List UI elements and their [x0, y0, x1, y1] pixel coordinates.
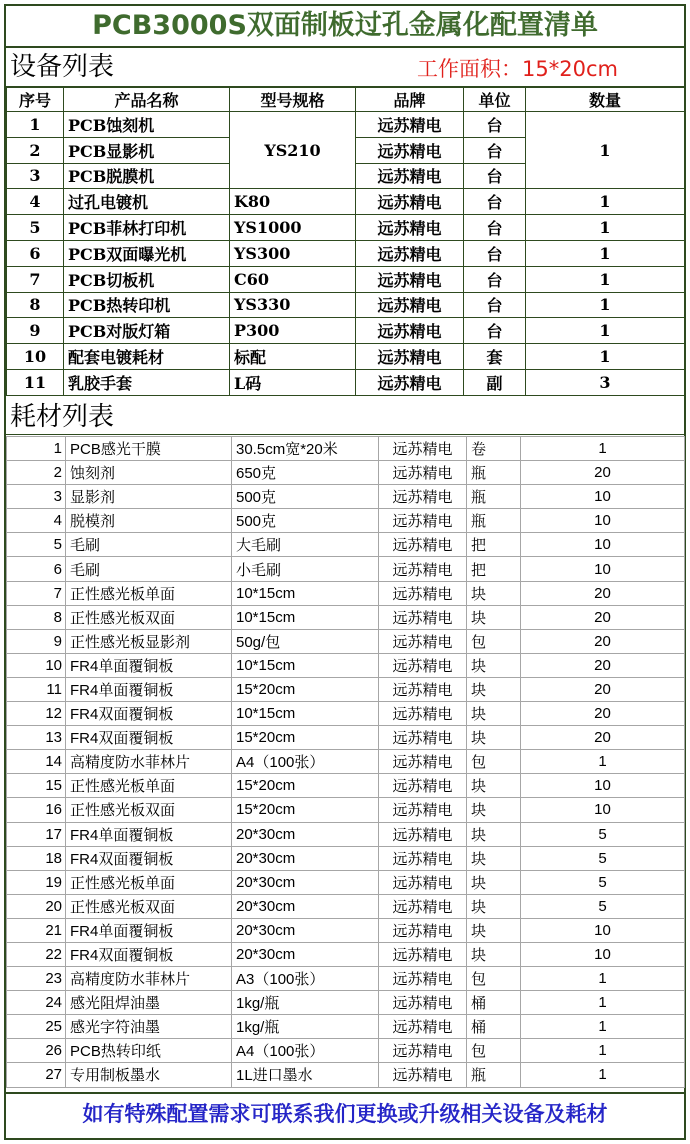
- product-name: PCB双面曝光机: [64, 240, 230, 266]
- table-row: [7, 702, 685, 726]
- unit: 包: [467, 967, 521, 991]
- brand: 远苏精电: [379, 1063, 467, 1087]
- quantity: 10: [521, 798, 685, 822]
- brand: 远苏精电: [379, 1015, 467, 1039]
- quantity: 1: [526, 266, 685, 292]
- unit: 块: [467, 918, 521, 942]
- quantity: 20: [521, 653, 685, 677]
- table-row: [7, 1063, 685, 1087]
- spec: A4（100张）: [232, 750, 379, 774]
- spec: 20*30cm: [232, 846, 379, 870]
- brand: 远苏精电: [356, 189, 464, 215]
- row-number: 27: [7, 1063, 66, 1087]
- brand: 远苏精电: [379, 605, 467, 629]
- quantity: 1: [521, 1015, 685, 1039]
- row-number: 22: [7, 942, 66, 966]
- unit: 桶: [467, 1015, 521, 1039]
- brand: 远苏精电: [379, 677, 467, 701]
- brand: 远苏精电: [379, 557, 467, 581]
- row-number: 5: [7, 215, 64, 241]
- equipment-header-row: [7, 88, 685, 112]
- quantity: 10: [521, 509, 685, 533]
- row-number: 25: [7, 1015, 66, 1039]
- quantity: 10: [521, 533, 685, 557]
- work-area-note: 工作面积：15*20cm: [417, 57, 618, 81]
- row-number: 2: [7, 461, 66, 485]
- consumable-name: 正性感光板单面: [66, 581, 232, 605]
- table-row: [7, 967, 685, 991]
- unit: 台: [464, 112, 526, 138]
- consumable-name: 正性感光板单面: [66, 870, 232, 894]
- brand: 远苏精电: [356, 137, 464, 163]
- quantity: 1: [526, 215, 685, 241]
- unit: 块: [467, 822, 521, 846]
- row-number: 7: [7, 581, 66, 605]
- quantity: 1: [526, 112, 685, 189]
- consumable-name: 正性感光板单面: [66, 774, 232, 798]
- row-number: 26: [7, 1039, 66, 1063]
- row-number: 19: [7, 870, 66, 894]
- row-number: 8: [7, 292, 64, 318]
- table-row: [7, 894, 685, 918]
- consumable-name: 高精度防水菲林片: [66, 967, 232, 991]
- consumable-name: PCB热转印纸: [66, 1039, 232, 1063]
- table-row: [7, 774, 685, 798]
- unit: 台: [464, 215, 526, 241]
- brand: 远苏精电: [379, 533, 467, 557]
- brand: 远苏精电: [379, 870, 467, 894]
- product-name: PCB菲林打印机: [64, 215, 230, 241]
- table-row: [7, 344, 685, 370]
- model-spec: YS330: [230, 292, 356, 318]
- brand: 远苏精电: [356, 344, 464, 370]
- brand: 远苏精电: [379, 942, 467, 966]
- row-number: 10: [7, 653, 66, 677]
- brand: 远苏精电: [379, 726, 467, 750]
- brand: 远苏精电: [379, 750, 467, 774]
- model-spec: C60: [230, 266, 356, 292]
- unit: 台: [464, 292, 526, 318]
- consumable-name: FR4双面覆铜板: [66, 726, 232, 750]
- row-number: 1: [7, 112, 64, 138]
- table-row: [7, 437, 685, 461]
- row-number: 6: [7, 240, 64, 266]
- row-number: 11: [7, 677, 66, 701]
- brand: 远苏精电: [379, 918, 467, 942]
- unit: 副: [464, 369, 526, 395]
- table-row: [7, 991, 685, 1015]
- footer-note: 如有特殊配置需求可联系我们更换或升级相关设备及耗材: [6, 1092, 684, 1138]
- spec: 大毛刷: [232, 533, 379, 557]
- brand: 远苏精电: [356, 266, 464, 292]
- quantity: 1: [521, 1039, 685, 1063]
- unit: 包: [467, 750, 521, 774]
- unit: 块: [467, 605, 521, 629]
- equipment-table: [6, 87, 685, 396]
- table-row: [7, 822, 685, 846]
- model-spec: YS300: [230, 240, 356, 266]
- table-row: [7, 557, 685, 581]
- quantity: 20: [521, 461, 685, 485]
- page-title: PCB3000S双面制板过孔金属化配置清单: [6, 6, 684, 48]
- quantity: 5: [521, 846, 685, 870]
- table-row: [7, 918, 685, 942]
- row-number: 9: [7, 629, 66, 653]
- unit: 块: [467, 798, 521, 822]
- consumable-name: FR4单面覆铜板: [66, 918, 232, 942]
- spec: 20*30cm: [232, 942, 379, 966]
- quantity: 10: [521, 942, 685, 966]
- table-row: [7, 240, 685, 266]
- spec: 50g/包: [232, 629, 379, 653]
- row-number: 11: [7, 369, 64, 395]
- table-row: [7, 798, 685, 822]
- row-number: 4: [7, 509, 66, 533]
- spec: 15*20cm: [232, 726, 379, 750]
- product-name: 过孔电镀机: [64, 189, 230, 215]
- row-number: 10: [7, 344, 64, 370]
- brand: 远苏精电: [379, 461, 467, 485]
- table-row: [7, 846, 685, 870]
- quantity: 1: [521, 750, 685, 774]
- brand: 远苏精电: [356, 112, 464, 138]
- row-number: 7: [7, 266, 64, 292]
- unit: 块: [467, 702, 521, 726]
- unit: 包: [467, 1039, 521, 1063]
- product-name: PCB热转印机: [64, 292, 230, 318]
- quantity: 1: [526, 189, 685, 215]
- unit: 台: [464, 137, 526, 163]
- consumable-name: 专用制板墨水: [66, 1063, 232, 1087]
- row-number: 18: [7, 846, 66, 870]
- spec: 20*30cm: [232, 918, 379, 942]
- spec: 30.5cm宽*20米: [232, 437, 379, 461]
- column-header: 数量: [526, 88, 685, 112]
- quantity: 3: [526, 369, 685, 395]
- spec: 15*20cm: [232, 677, 379, 701]
- spec: 15*20cm: [232, 774, 379, 798]
- row-number: 2: [7, 137, 64, 163]
- consumable-name: 毛刷: [66, 557, 232, 581]
- unit: 块: [467, 846, 521, 870]
- unit: 块: [467, 726, 521, 750]
- quantity: 10: [521, 918, 685, 942]
- unit: 块: [467, 870, 521, 894]
- brand: 远苏精电: [379, 846, 467, 870]
- unit: 套: [464, 344, 526, 370]
- table-row: [7, 942, 685, 966]
- table-row: [7, 369, 685, 395]
- unit: 卷: [467, 437, 521, 461]
- quantity: 10: [521, 774, 685, 798]
- row-number: 23: [7, 967, 66, 991]
- unit: 瓶: [467, 461, 521, 485]
- consumable-name: 蚀刻剂: [66, 461, 232, 485]
- consumable-name: 高精度防水菲林片: [66, 750, 232, 774]
- quantity: 1: [521, 437, 685, 461]
- row-number: 3: [7, 485, 66, 509]
- quantity: 1: [526, 240, 685, 266]
- brand: 远苏精电: [379, 967, 467, 991]
- quantity: 20: [521, 629, 685, 653]
- unit: 台: [464, 318, 526, 344]
- consumable-name: 正性感光板双面: [66, 605, 232, 629]
- brand: 远苏精电: [379, 798, 467, 822]
- unit: 块: [467, 774, 521, 798]
- row-number: 12: [7, 702, 66, 726]
- table-row: [7, 112, 685, 138]
- consumable-name: PCB感光干膜: [66, 437, 232, 461]
- table-row: [7, 461, 685, 485]
- row-number: 8: [7, 605, 66, 629]
- brand: 远苏精电: [379, 653, 467, 677]
- product-name: 乳胶手套: [64, 369, 230, 395]
- equipment-section-header: [6, 48, 684, 87]
- quantity: 1: [521, 967, 685, 991]
- consumable-name: FR4单面覆铜板: [66, 677, 232, 701]
- unit: 瓶: [467, 509, 521, 533]
- product-name: 配套电镀耗材: [64, 344, 230, 370]
- spec: 1L进口墨水: [232, 1063, 379, 1087]
- row-number: 5: [7, 533, 66, 557]
- equipment-section-label: 设备列表: [10, 52, 115, 82]
- model-spec: P300: [230, 318, 356, 344]
- brand: 远苏精电: [356, 215, 464, 241]
- quantity: 20: [521, 726, 685, 750]
- spec: 10*15cm: [232, 581, 379, 605]
- row-number: 21: [7, 918, 66, 942]
- quantity: 1: [521, 1063, 685, 1087]
- consumable-name: 感光字符油墨: [66, 1015, 232, 1039]
- row-number: 3: [7, 163, 64, 189]
- table-row: [7, 266, 685, 292]
- quantity: 20: [521, 605, 685, 629]
- unit: 块: [467, 653, 521, 677]
- row-number: 15: [7, 774, 66, 798]
- brand: 远苏精电: [379, 822, 467, 846]
- quantity: 20: [521, 581, 685, 605]
- spec: 1kg/瓶: [232, 1015, 379, 1039]
- consumable-name: FR4单面覆铜板: [66, 822, 232, 846]
- column-header: 单位: [464, 88, 526, 112]
- quantity: 5: [521, 870, 685, 894]
- brand: 远苏精电: [379, 509, 467, 533]
- quantity: 1: [526, 292, 685, 318]
- row-number: 4: [7, 189, 64, 215]
- unit: 桶: [467, 991, 521, 1015]
- row-number: 20: [7, 894, 66, 918]
- consumable-name: FR4双面覆铜板: [66, 846, 232, 870]
- table-row: [7, 533, 685, 557]
- brand: 远苏精电: [379, 581, 467, 605]
- brand: 远苏精电: [356, 240, 464, 266]
- spec: 1kg/瓶: [232, 991, 379, 1015]
- table-row: [7, 509, 685, 533]
- row-number: 16: [7, 798, 66, 822]
- spec: 20*30cm: [232, 822, 379, 846]
- quantity: 10: [521, 557, 685, 581]
- quantity: 1: [521, 991, 685, 1015]
- consumable-name: FR4双面覆铜板: [66, 702, 232, 726]
- brand: 远苏精电: [356, 292, 464, 318]
- quantity: 1: [526, 318, 685, 344]
- spec: 500克: [232, 509, 379, 533]
- row-number: 24: [7, 991, 66, 1015]
- quantity: 10: [521, 485, 685, 509]
- table-row: [7, 870, 685, 894]
- unit: 包: [467, 629, 521, 653]
- consumables-table: [6, 436, 685, 1088]
- unit: 台: [464, 266, 526, 292]
- spec: A4（100张）: [232, 1039, 379, 1063]
- column-header: 品牌: [356, 88, 464, 112]
- row-number: 6: [7, 557, 66, 581]
- table-row: [7, 629, 685, 653]
- unit: 瓶: [467, 485, 521, 509]
- consumable-name: 毛刷: [66, 533, 232, 557]
- consumable-name: 显影剂: [66, 485, 232, 509]
- spec: 小毛刷: [232, 557, 379, 581]
- product-name: PCB显影机: [64, 137, 230, 163]
- brand: 远苏精电: [379, 991, 467, 1015]
- table-row: [7, 1039, 685, 1063]
- unit: 台: [464, 189, 526, 215]
- column-header: 产品名称: [64, 88, 230, 112]
- product-name: PCB蚀刻机: [64, 112, 230, 138]
- quantity: 5: [521, 894, 685, 918]
- quantity: 5: [521, 822, 685, 846]
- table-row: [7, 189, 685, 215]
- consumable-name: 正性感光板双面: [66, 894, 232, 918]
- table-row: [7, 726, 685, 750]
- product-name: PCB切板机: [64, 266, 230, 292]
- row-number: 17: [7, 822, 66, 846]
- brand: 远苏精电: [379, 485, 467, 509]
- brand: 远苏精电: [379, 1039, 467, 1063]
- column-header: 型号规格: [230, 88, 356, 112]
- unit: 台: [464, 163, 526, 189]
- unit: 把: [467, 533, 521, 557]
- unit: 台: [464, 240, 526, 266]
- model-spec: L码: [230, 369, 356, 395]
- brand: 远苏精电: [379, 629, 467, 653]
- model-spec: YS210: [230, 112, 356, 189]
- spec: 20*30cm: [232, 894, 379, 918]
- model-spec: 标配: [230, 344, 356, 370]
- row-number: 9: [7, 318, 64, 344]
- spec: A3（100张）: [232, 967, 379, 991]
- product-name: PCB脱膜机: [64, 163, 230, 189]
- quantity: 20: [521, 702, 685, 726]
- table-row: [7, 1015, 685, 1039]
- product-name: PCB对版灯箱: [64, 318, 230, 344]
- row-number: 1: [7, 437, 66, 461]
- spec: 650克: [232, 461, 379, 485]
- unit: 把: [467, 557, 521, 581]
- table-row: [7, 318, 685, 344]
- spec: 20*30cm: [232, 870, 379, 894]
- table-row: [7, 292, 685, 318]
- spec: 10*15cm: [232, 605, 379, 629]
- brand: 远苏精电: [379, 774, 467, 798]
- column-header: 序号: [7, 88, 64, 112]
- row-number: 14: [7, 750, 66, 774]
- consumables-section-label: 耗材列表: [10, 402, 115, 432]
- brand: 远苏精电: [379, 437, 467, 461]
- spec: 10*15cm: [232, 653, 379, 677]
- table-row: [7, 485, 685, 509]
- consumable-name: FR4单面覆铜板: [66, 653, 232, 677]
- consumable-name: 感光阻焊油墨: [66, 991, 232, 1015]
- unit: 块: [467, 942, 521, 966]
- consumable-name: FR4双面覆铜板: [66, 942, 232, 966]
- spec: 500克: [232, 485, 379, 509]
- quantity: 1: [526, 344, 685, 370]
- model-spec: K80: [230, 189, 356, 215]
- brand: 远苏精电: [379, 702, 467, 726]
- unit: 块: [467, 581, 521, 605]
- brand: 远苏精电: [379, 894, 467, 918]
- consumable-name: 脱模剂: [66, 509, 232, 533]
- brand: 远苏精电: [356, 163, 464, 189]
- brand: 远苏精电: [356, 318, 464, 344]
- spec: 10*15cm: [232, 702, 379, 726]
- row-number: 13: [7, 726, 66, 750]
- table-row: [7, 605, 685, 629]
- unit: 块: [467, 894, 521, 918]
- unit: 瓶: [467, 1063, 521, 1087]
- table-row: [7, 677, 685, 701]
- unit: 块: [467, 677, 521, 701]
- table-row: [7, 750, 685, 774]
- consumable-name: 正性感光板双面: [66, 798, 232, 822]
- table-row: [7, 581, 685, 605]
- brand: 远苏精电: [356, 369, 464, 395]
- table-row: [7, 653, 685, 677]
- quantity: 20: [521, 677, 685, 701]
- model-spec: YS1000: [230, 215, 356, 241]
- table-row: [7, 215, 685, 241]
- consumables-section-header: [6, 400, 684, 435]
- spec: 15*20cm: [232, 798, 379, 822]
- consumable-name: 正性感光板显影剂: [66, 629, 232, 653]
